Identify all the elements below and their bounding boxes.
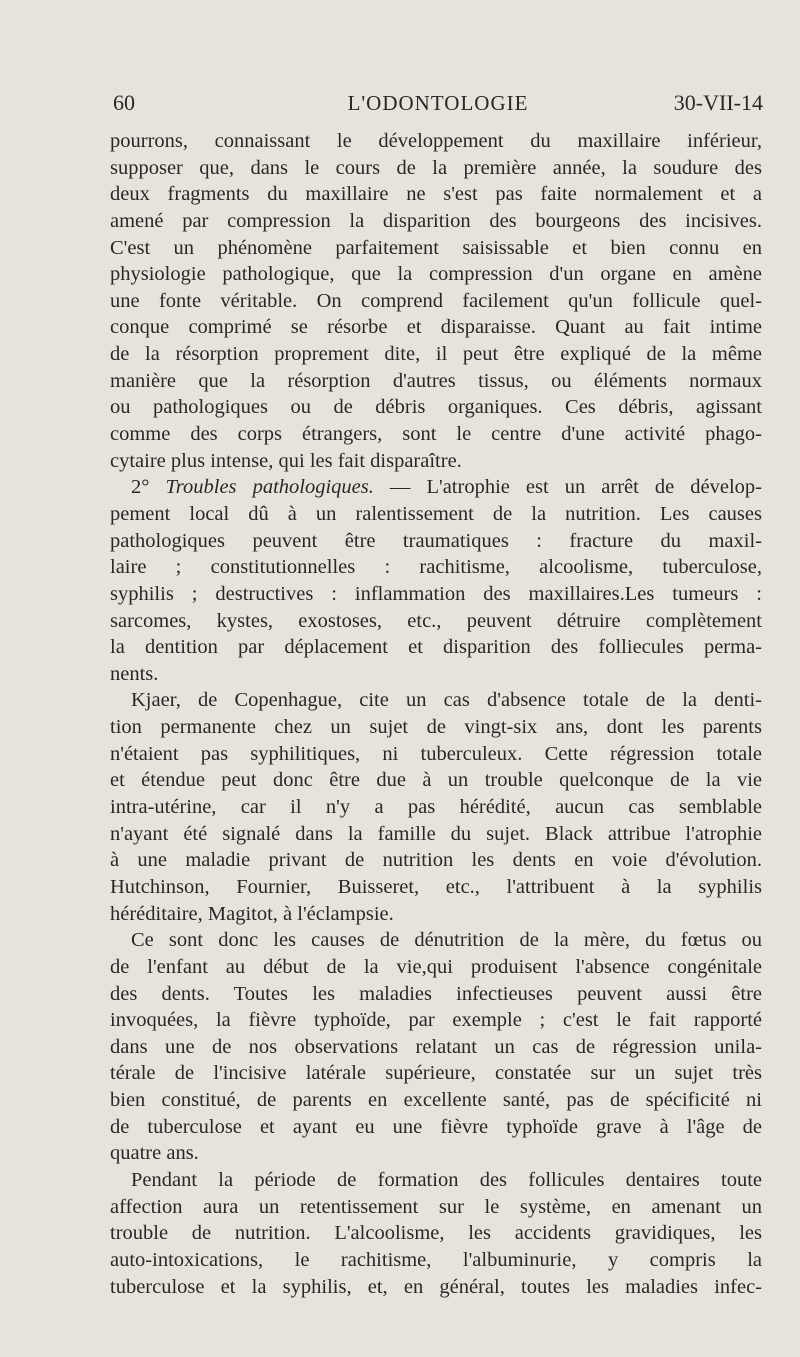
text-line: de l'enfant au début de la vie,qui produisent l'absence congénitale bbox=[110, 955, 762, 978]
text-line: ou pathologiques ou de débris organiques. Ces débris, agissant bbox=[110, 396, 762, 419]
text-line: physiologie pathologique, que la compression d'un organe en amène bbox=[110, 263, 762, 286]
text-line: n'étaient pas syphilitiques, ni tuberculeux. Cette régression totale bbox=[110, 742, 762, 765]
text-line: manière que la résorption d'autres tissus, ou éléments normaux bbox=[110, 369, 762, 392]
text-line: à une maladie privant de nutrition les dents en voie d'évolution. bbox=[110, 849, 762, 872]
running-head bbox=[113, 86, 763, 120]
text-line: Pendant la période de formation des follicules dentaires toute bbox=[131, 1168, 762, 1191]
text-line: syphilis ; destructives : inflammation des maxillaires.Les tumeurs : bbox=[110, 582, 762, 605]
text-line: héréditaire, Magitot, à l'éclampsie. bbox=[110, 902, 394, 925]
text-line: et étendue peut donc être due à un trouble quelconque de la vie bbox=[110, 769, 762, 792]
text-line: Ce sont donc les causes de dénutrition de la mère, du fœtus ou bbox=[131, 929, 762, 952]
text-line: comme des corps étrangers, sont le centre d'une activité phago- bbox=[110, 423, 762, 446]
text-line: une fonte véritable. On comprend facilement qu'un follicule quel- bbox=[110, 289, 762, 312]
text-line: pement local dû à un ralentissement de la nutrition. Les causes bbox=[110, 502, 762, 525]
text-line: de tuberculose et ayant eu une fièvre typhoïde grave à l'âge de bbox=[110, 1115, 762, 1138]
text-line: conque comprimé se résorbe et disparaisse. Quant au fait intime bbox=[110, 316, 762, 339]
body-text bbox=[110, 128, 762, 1300]
text-line: térale de l'incisive latérale supérieure, constatée sur un sujet très bbox=[110, 1062, 762, 1085]
text-line: C'est un phénomène parfaitement saisissable et bien connu en bbox=[110, 236, 762, 259]
text-line: la dentition par déplacement et disparition des folliecules perma- bbox=[110, 636, 762, 659]
text-line: n'ayant été signalé dans la famille du sujet. Black attribue l'atrophie bbox=[110, 822, 762, 845]
text-line: tuberculose et la syphilis, et, en général, toutes les maladies infec- bbox=[110, 1275, 762, 1298]
text-line: intra-utérine, car il n'y a pas hérédité, aucun cas semblable bbox=[110, 796, 762, 819]
text-line: bien constitué, de parents en excellente santé, pas de spécificité ni bbox=[110, 1089, 762, 1112]
page-number: 60 bbox=[113, 90, 135, 115]
text-line: des dents. Toutes les maladies infectieuses peuvent aussi être bbox=[110, 982, 762, 1005]
section-heading: Troubles pathologiques. bbox=[165, 476, 374, 499]
text-line: dans une de nos observations relatant un cas de régression unila- bbox=[110, 1035, 762, 1058]
text-line: supposer que, dans le cours de la première année, la soudure des bbox=[110, 156, 762, 179]
text-line: affection aura un retentissement sur le système, en amenant un bbox=[110, 1195, 762, 1218]
text-line: deux fragments du maxillaire ne s'est pas faite normalement et a bbox=[110, 183, 762, 206]
text-line: nents. bbox=[110, 662, 159, 685]
text-line: cytaire plus intense, qui les fait disparaître. bbox=[110, 449, 462, 472]
text-line: amené par compression la disparition des bourgeons des incisives. bbox=[110, 209, 762, 232]
text-line: pourrons, connaissant le développement du maxillaire inférieur, bbox=[110, 130, 762, 152]
text-line: quatre ans. bbox=[110, 1142, 199, 1165]
text-line: pathologiques peuvent être traumatiques : fracture du maxil- bbox=[110, 529, 762, 552]
text-line: Kjaer, de Copenhague, cite un cas d'absence totale de la denti- bbox=[131, 689, 762, 712]
text-line: Hutchinson, Fournier, Buisseret, etc., l'attribuent à la syphilis bbox=[110, 875, 762, 898]
text-line: de la résorption proprement dite, il peut être expliqué de la même bbox=[110, 343, 762, 366]
text-line: sarcomes, kystes, exostoses, etc., peuvent détruire complètement bbox=[110, 609, 762, 632]
section-number: 2° bbox=[131, 476, 150, 499]
text-line: tion permanente chez un sujet de vingt-six ans, dont les parents bbox=[110, 716, 762, 739]
text-line: auto-intoxications, le rachitisme, l'albuminurie, y compris la bbox=[110, 1248, 762, 1271]
text-line: invoquées, la fièvre typhoïde, par exemple ; c'est le fait rapporté bbox=[110, 1009, 762, 1032]
journal-title: L'ODONTOLOGIE bbox=[347, 91, 529, 115]
section-heading-rest: — L'atrophie est un arrêt de dévelop- bbox=[373, 476, 762, 499]
issue-date: 30-VII-14 bbox=[673, 90, 763, 115]
text-line: laire ; constitutionnelles : rachitisme, alcoolisme, tuberculose, bbox=[110, 556, 762, 579]
section-heading-line bbox=[110, 474, 762, 501]
text-line: trouble de nutrition. L'alcoolisme, les accidents gravidiques, les bbox=[110, 1222, 762, 1245]
